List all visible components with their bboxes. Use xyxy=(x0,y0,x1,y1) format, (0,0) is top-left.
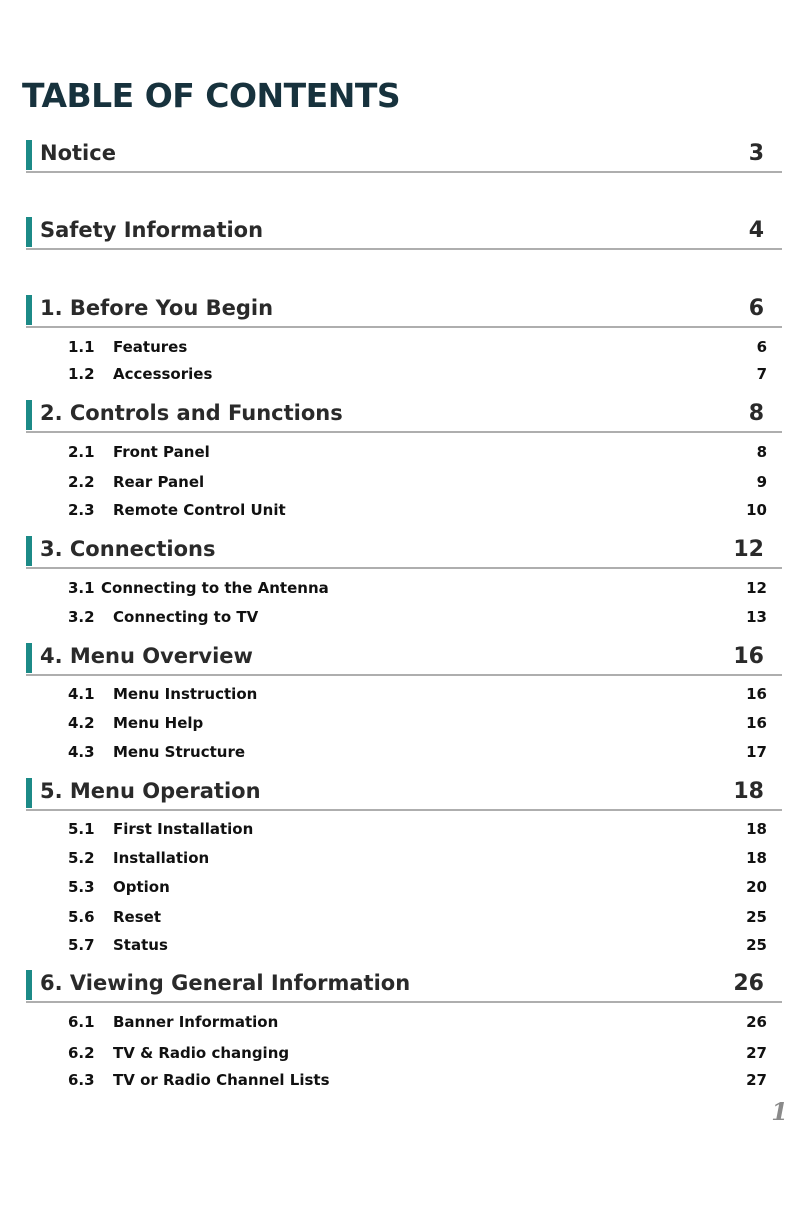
subsection-title: Reset xyxy=(113,908,161,926)
toc-subsection-front-panel[interactable] xyxy=(68,441,767,463)
subsection-number: 2.3 xyxy=(68,501,95,519)
section-marker xyxy=(26,536,32,566)
subsection-title: First Installation xyxy=(113,820,254,838)
subsection-page-number: 26 xyxy=(746,1013,767,1031)
section-marker xyxy=(26,970,32,1000)
subsection-page-number: 18 xyxy=(746,820,767,838)
section-title: 5. Menu Operation xyxy=(40,779,261,803)
subsection-title: Remote Control Unit xyxy=(113,501,286,519)
toc-subsection-tv-radio-changing[interactable] xyxy=(68,1042,767,1064)
toc-subsection-option[interactable] xyxy=(68,876,767,898)
section-page-number: 16 xyxy=(733,644,764,669)
subsection-number: 6.2 xyxy=(68,1044,95,1062)
subsection-number: 1.2 xyxy=(68,365,95,383)
section-title: Safety Information xyxy=(40,218,264,242)
toc-subsection-connecting-to-tv[interactable] xyxy=(68,606,767,628)
toc-subsection-installation[interactable] xyxy=(68,847,767,869)
subsection-title: Menu Structure xyxy=(113,743,246,761)
section-title: 6. Viewing General Information xyxy=(40,971,411,995)
subsection-page-number: 7 xyxy=(756,365,767,383)
subsection-title: Accessories xyxy=(113,365,213,383)
subsection-number: 6.1 xyxy=(68,1013,95,1031)
toc-section-viewing-general-information[interactable] xyxy=(26,967,782,1003)
subsection-title: TV & Radio changing xyxy=(113,1044,290,1062)
toc-subsection-menu-structure[interactable] xyxy=(68,741,767,763)
subsection-title: Rear Panel xyxy=(113,473,205,491)
section-marker xyxy=(26,643,32,673)
page-title: TABLE OF CONTENTS xyxy=(22,76,401,115)
subsection-page-number: 27 xyxy=(746,1044,767,1062)
subsection-number: 3.2 xyxy=(68,608,95,626)
subsection-page-number: 17 xyxy=(746,743,767,761)
toc-subsection-reset[interactable] xyxy=(68,906,767,928)
page-number: 1 xyxy=(771,1097,788,1126)
section-page-number: 12 xyxy=(733,537,764,562)
toc-section-controls-and-functions[interactable] xyxy=(26,397,782,433)
toc-subsection-accessories[interactable] xyxy=(68,363,767,385)
subsection-page-number: 16 xyxy=(746,685,767,703)
subsection-title: Connecting to the Antenna xyxy=(101,579,329,597)
subsection-page-number: 10 xyxy=(746,501,767,519)
section-page-number: 26 xyxy=(733,971,764,996)
toc-section-safety-information[interactable] xyxy=(26,214,782,250)
subsection-title: Connecting to TV xyxy=(113,608,259,626)
subsection-page-number: 13 xyxy=(746,608,767,626)
subsection-title: Option xyxy=(113,878,170,896)
toc-subsection-connecting-to-antenna[interactable] xyxy=(68,577,767,599)
section-marker xyxy=(26,400,32,430)
section-title: 4. Menu Overview xyxy=(40,644,253,668)
subsection-page-number: 16 xyxy=(746,714,767,732)
toc-subsection-tv-radio-channel-lists[interactable] xyxy=(68,1069,767,1091)
section-page-number: 4 xyxy=(748,218,764,243)
section-title: 3. Connections xyxy=(40,537,216,561)
subsection-number: 4.1 xyxy=(68,685,95,703)
subsection-number: 5.1 xyxy=(68,820,95,838)
subsection-page-number: 25 xyxy=(746,908,767,926)
subsection-title: Features xyxy=(113,338,188,356)
subsection-title: Front Panel xyxy=(113,443,210,461)
subsection-page-number: 6 xyxy=(756,338,767,356)
subsection-number: 5.6 xyxy=(68,908,95,926)
toc-section-connections[interactable] xyxy=(26,533,782,569)
section-marker xyxy=(26,778,32,808)
toc-subsection-features[interactable] xyxy=(68,336,767,358)
subsection-number: 5.2 xyxy=(68,849,95,867)
subsection-page-number: 25 xyxy=(746,936,767,954)
subsection-title: TV or Radio Channel Lists xyxy=(113,1071,330,1089)
toc-subsection-menu-instruction[interactable] xyxy=(68,683,767,705)
toc-subsection-rear-panel[interactable] xyxy=(68,471,767,493)
subsection-title: Menu Instruction xyxy=(113,685,258,703)
section-marker xyxy=(26,217,32,247)
section-marker xyxy=(26,295,32,325)
subsection-number: 3.1 xyxy=(68,579,95,597)
subsection-number: 1.1 xyxy=(68,338,95,356)
subsection-number: 2.1 xyxy=(68,443,95,461)
toc-section-menu-operation[interactable] xyxy=(26,775,782,811)
toc-section-menu-overview[interactable] xyxy=(26,640,782,676)
subsection-number: 4.3 xyxy=(68,743,95,761)
subsection-title: Installation xyxy=(113,849,210,867)
subsection-page-number: 8 xyxy=(756,443,767,461)
subsection-title: Menu Help xyxy=(113,714,204,732)
subsection-title: Status xyxy=(113,936,168,954)
toc-subsection-first-installation[interactable] xyxy=(68,818,767,840)
section-title: Notice xyxy=(40,141,116,165)
section-title: 1. Before You Begin xyxy=(40,296,274,320)
subsection-number: 4.2 xyxy=(68,714,95,732)
subsection-page-number: 20 xyxy=(746,878,767,896)
subsection-page-number: 18 xyxy=(746,849,767,867)
subsection-number: 2.2 xyxy=(68,473,95,491)
section-title: 2. Controls and Functions xyxy=(40,401,343,425)
section-page-number: 8 xyxy=(748,401,764,426)
toc-subsection-remote-control-unit[interactable] xyxy=(68,499,767,521)
subsection-number: 5.3 xyxy=(68,878,95,896)
subsection-page-number: 12 xyxy=(746,579,767,597)
toc-section-notice[interactable] xyxy=(26,137,782,173)
section-page-number: 6 xyxy=(748,296,764,321)
toc-subsection-status[interactable] xyxy=(68,934,767,956)
subsection-page-number: 9 xyxy=(756,473,767,491)
section-page-number: 18 xyxy=(733,779,764,804)
toc-subsection-menu-help[interactable] xyxy=(68,712,767,734)
section-page-number: 3 xyxy=(748,141,764,166)
subsection-number: 6.3 xyxy=(68,1071,95,1089)
subsection-number: 5.7 xyxy=(68,936,95,954)
section-marker xyxy=(26,140,32,170)
toc-subsection-banner-information[interactable] xyxy=(68,1011,767,1033)
subsection-title: Banner Information xyxy=(113,1013,279,1031)
toc-section-before-you-begin[interactable] xyxy=(26,292,782,328)
subsection-page-number: 27 xyxy=(746,1071,767,1089)
